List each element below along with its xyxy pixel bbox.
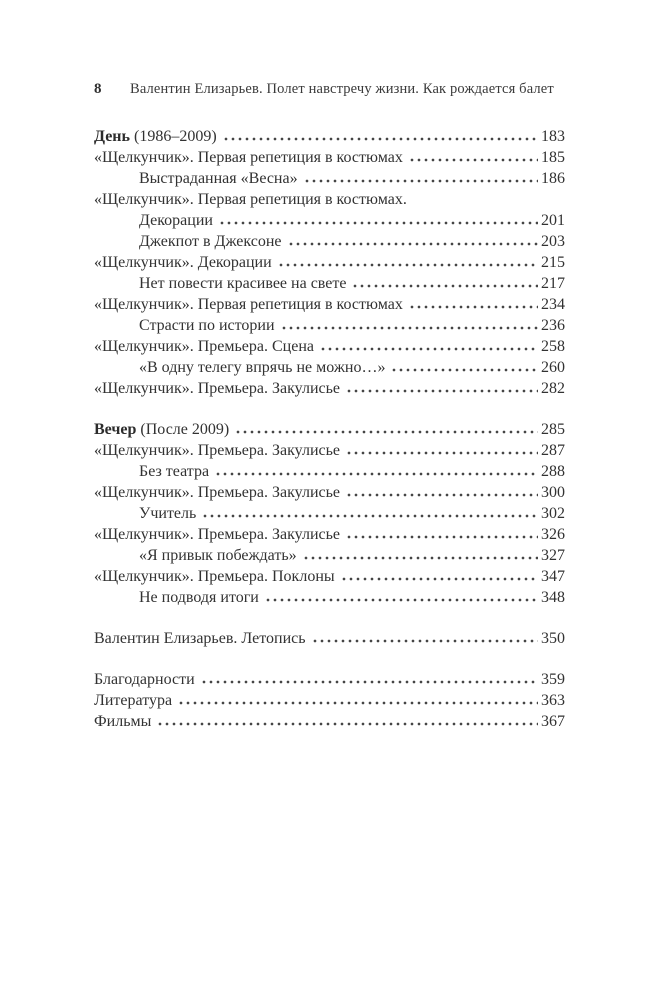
toc-entry-title — [139, 357, 385, 378]
toc-entry — [94, 503, 565, 524]
toc-entry-text: «Щелкунчик». Премьера. Закулисье — [94, 484, 341, 501]
toc-entry — [94, 482, 565, 503]
dotted-leader — [347, 451, 538, 455]
toc-entry — [94, 189, 565, 210]
dotted-leader — [313, 639, 538, 643]
toc-entry-title — [139, 587, 259, 608]
toc-entry — [94, 587, 565, 608]
dotted-leader — [282, 326, 538, 330]
toc-entry-text: Без театра — [139, 463, 210, 480]
toc-entry — [94, 545, 565, 566]
toc-entry-title — [94, 419, 229, 440]
dotted-leader — [203, 514, 538, 518]
toc-entry-title — [139, 315, 275, 336]
toc-entry-title — [94, 482, 340, 503]
toc-entry-page: 217 — [541, 275, 565, 292]
toc-entry-text: «Щелкунчик». Первая репетиция в костюмах. — [94, 191, 407, 208]
dotted-leader — [266, 598, 538, 602]
toc-entry-text: Фильмы — [94, 713, 152, 730]
toc-entry-text: (После 2009) — [136, 421, 230, 438]
toc-entry — [94, 168, 565, 189]
toc-entry-page: 203 — [541, 233, 565, 250]
toc-entry-title — [139, 168, 298, 189]
dotted-leader — [321, 347, 538, 351]
toc-entry-title — [94, 126, 217, 147]
toc-entry-title — [139, 273, 346, 294]
toc-entry-title — [94, 336, 314, 357]
toc-entry-text: «В одну телегу впрячь не можно…» — [139, 359, 386, 376]
toc-entry-title — [94, 147, 403, 168]
running-header — [94, 80, 565, 99]
toc-entry-page: 185 — [541, 149, 565, 166]
dotted-leader — [392, 368, 538, 372]
toc-entry-title — [94, 440, 340, 461]
toc-entry-text: «Щелкунчик». Премьера. Закулисье — [94, 442, 341, 459]
toc-entry-page: 282 — [541, 380, 565, 397]
dotted-leader — [304, 556, 538, 560]
toc-entry-page: 215 — [541, 254, 565, 271]
toc-entry — [94, 524, 565, 545]
dotted-leader — [289, 242, 538, 246]
toc-entry-page: 300 — [541, 484, 565, 501]
toc-entry — [94, 210, 565, 231]
toc-entry-text: «Я привык побеждать» — [139, 547, 297, 564]
dotted-leader — [158, 722, 538, 726]
toc-entry-text: Страсти по истории — [139, 317, 275, 334]
toc-entry-text: «Щелкунчик». Первая репетиция в костюмах — [94, 149, 403, 166]
toc-entry-title — [139, 231, 282, 252]
toc-entry-page: 260 — [541, 359, 565, 376]
toc-entry-text: Благодарности — [94, 671, 195, 688]
dotted-leader — [353, 284, 538, 288]
dotted-leader — [179, 701, 538, 705]
toc-entry-page: 288 — [541, 463, 565, 480]
dotted-leader — [347, 493, 538, 497]
toc-entry-title — [94, 566, 335, 587]
toc-entry — [94, 378, 565, 399]
toc-entry-title — [139, 210, 213, 231]
toc-entry-text: Валентин Елизарьев. Летопись — [94, 630, 306, 647]
toc-entry-page: 258 — [541, 338, 565, 355]
dotted-leader — [202, 680, 538, 684]
toc-entry-page: 183 — [541, 128, 565, 145]
toc-entry-page: 367 — [541, 713, 565, 730]
toc-entry — [94, 273, 565, 294]
toc-entry — [94, 690, 565, 711]
toc-entry — [94, 711, 565, 732]
toc-entry-page: 186 — [541, 170, 565, 187]
toc-entry-page: 302 — [541, 505, 565, 522]
toc-entry-text: «Щелкунчик». Премьера. Закулисье — [94, 526, 341, 543]
toc-entry-title — [94, 252, 272, 273]
table-of-contents — [94, 126, 565, 732]
toc-entry-text: Декорации — [139, 212, 213, 229]
toc-entry — [94, 315, 565, 336]
toc-section-name: Вечер — [94, 421, 137, 438]
toc-entry-title — [139, 503, 196, 524]
dotted-leader — [305, 179, 538, 183]
toc-entry-page: 326 — [541, 526, 565, 543]
toc-entry-title — [139, 545, 297, 566]
dotted-leader — [236, 430, 538, 434]
toc-entry-page: 234 — [541, 296, 565, 313]
toc-entry-page: 359 — [541, 671, 565, 688]
toc-entry-page: 363 — [541, 692, 565, 709]
toc-section-name: День — [94, 128, 130, 145]
toc-entry-text: Литература — [94, 692, 173, 709]
toc-entry — [94, 147, 565, 168]
toc-entry — [94, 294, 565, 315]
toc-entry — [94, 566, 565, 587]
toc-entry — [94, 669, 565, 690]
page-number: 8 — [94, 81, 102, 97]
toc-entry — [94, 231, 565, 252]
toc-entry — [94, 440, 565, 461]
dotted-leader — [410, 158, 538, 162]
toc-entry-text: «Щелкунчик». Премьера. Закулисье — [94, 380, 341, 397]
dotted-leader — [216, 472, 538, 476]
dotted-leader — [342, 577, 538, 581]
toc-entry — [94, 252, 565, 273]
toc-entry — [94, 628, 565, 649]
toc-entry-page: 350 — [541, 630, 565, 647]
dotted-leader — [410, 305, 538, 309]
toc-entry-title — [94, 189, 407, 210]
toc-entry-title — [94, 524, 340, 545]
toc-entry-text: «Щелкунчик». Декорации — [94, 254, 272, 271]
toc-entry-text: Учитель — [139, 505, 197, 522]
toc-entry-title — [94, 711, 151, 732]
toc-entry-title — [94, 294, 403, 315]
dotted-leader — [279, 263, 538, 267]
toc-entry — [94, 357, 565, 378]
running-title: Валентин Елизарьев. Полет навстречу жизни. Как рождается балет — [130, 81, 554, 97]
toc-entry-title — [139, 461, 209, 482]
dotted-leader — [347, 389, 538, 393]
toc-entry-page: 201 — [541, 212, 565, 229]
toc-entry-title — [94, 690, 172, 711]
toc-entry — [94, 419, 565, 440]
toc-entry-page: 236 — [541, 317, 565, 334]
toc-entry-text: Нет повести красивее на свете — [139, 275, 347, 292]
toc-entry-page: 285 — [541, 421, 565, 438]
toc-entry — [94, 336, 565, 357]
toc-entry-text: (1986–2009) — [129, 128, 217, 145]
toc-entry-text: «Щелкунчик». Премьера. Поклоны — [94, 568, 335, 585]
dotted-leader — [347, 535, 538, 539]
toc-entry-page: 347 — [541, 568, 565, 585]
dotted-leader — [224, 137, 538, 141]
dotted-leader — [220, 221, 538, 225]
toc-entry-text: Джекпот в Джексоне — [139, 233, 282, 250]
toc-entry-title — [94, 628, 306, 649]
toc-entry — [94, 461, 565, 482]
toc-entry-title — [94, 669, 195, 690]
toc-entry-text: Не подводя итоги — [139, 589, 259, 606]
toc-entry-text: «Щелкунчик». Премьера. Сцена — [94, 338, 314, 355]
toc-entry-text: Выстраданная «Весна» — [139, 170, 298, 187]
toc-entry-text: «Щелкунчик». Первая репетиция в костюмах — [94, 296, 403, 313]
toc-entry-page: 327 — [541, 547, 565, 564]
toc-entry-title — [94, 378, 340, 399]
toc-entry — [94, 126, 565, 147]
toc-entry-page: 287 — [541, 442, 565, 459]
toc-entry-page: 348 — [541, 589, 565, 606]
